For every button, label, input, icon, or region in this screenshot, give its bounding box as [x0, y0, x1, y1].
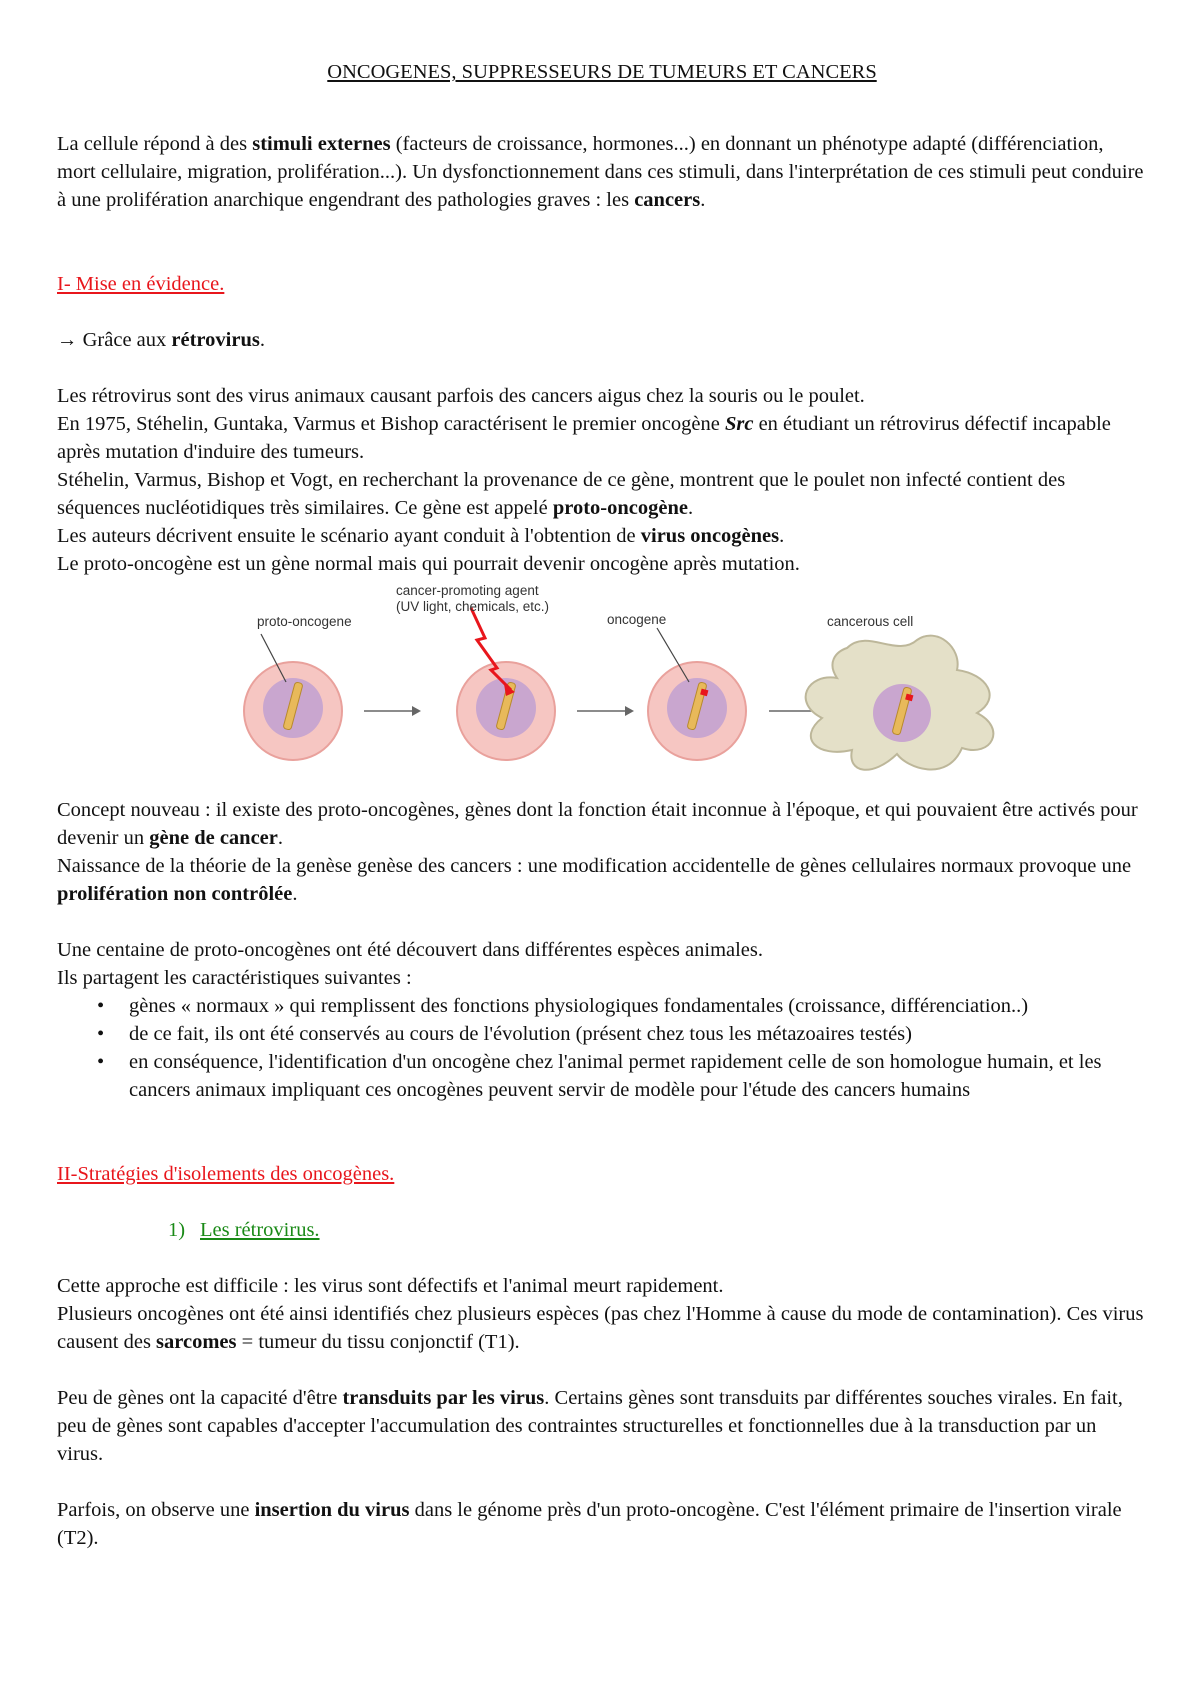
characteristics-list: [57, 992, 1147, 1104]
section-1-heading: I- Mise en évidence.: [57, 273, 225, 295]
intro-paragraph: La cellule répond à des stimuli externes (facteurs de croissance, hormones...) en donnant un phénotype adapté (différenciation, mort cellulaire, migration, prolifération...). Un dysfonctionnement dans ces stimuli, dans l'interprétation de ces stimuli peut conduire à une prolifération anarchique engendrant des pathologies graves : les cancers.: [57, 133, 1144, 211]
paragraph-normal-gene: Le proto-oncogène est un gène normal mais qui pourrait devenir oncogène après mutation.: [57, 553, 800, 575]
oncogene-cell: [648, 628, 746, 760]
paragraph-characteristics: Ils partagent les caractéristiques suivantes :: [57, 967, 412, 989]
label-agent-line-2: (UV light, chemicals, etc.): [396, 599, 550, 614]
paragraph-retrovirus: Les rétrovirus sont des virus animaux causant parfois des cancers aigus chez la souris ou le poulet.: [57, 385, 865, 407]
paragraph-src: En 1975, Stéhelin, Guntaka, Varmus et Bishop caractérisent le premier oncogène Src en étudiant un rétrovirus défectif incapable après mutation d'induire des tumeurs.: [57, 413, 1111, 463]
label-agent-line-1: cancer-promoting agent: [396, 583, 539, 598]
paragraph-insertion: Parfois, on observe une insertion du virus dans le génome près d'un proto-oncogène. C'est l'élément primaire de l'insertion virale (T2).: [57, 1499, 1122, 1549]
oncogene-diagram: [57, 578, 1147, 796]
list-item: • de ce fait, ils ont été conservés au cours de l'évolution (présent chez tous les métazoaires testés): [97, 1023, 912, 1045]
document-page: [57, 58, 1147, 1552]
label-oncogene: oncogene: [607, 612, 667, 627]
section-2-heading: II-Stratégies d'isolements des oncogènes.: [57, 1163, 395, 1185]
subsection-1-heading: 1) Les rétrovirus.: [168, 1219, 320, 1241]
arrow-line: → Grâce aux rétrovirus.: [57, 329, 265, 351]
paragraph-sarcomes: Plusieurs oncogènes ont été ainsi identifiés chez plusieurs espèces (pas chez l'Homme à cause du mode de contamination). Ces virus causent des sarcomes = tumeur du tissu conjonctif (T1).: [57, 1303, 1144, 1353]
normal-cell-1: [244, 634, 342, 760]
paragraph-concept: Concept nouveau : il existe des proto-oncogènes, gènes dont la fonction était inconnue à l'époque, et qui pouvaient être activés pour devenir un gène de cancer.: [57, 799, 1138, 849]
arrow-2-icon: [577, 706, 634, 716]
arrow-1-icon: [364, 706, 421, 716]
page-title: ONCOGENES, SUPPRESSEURS DE TUMEURS ET CANCERS: [327, 61, 877, 83]
label-cancerous-cell: cancerous cell: [827, 614, 914, 629]
paragraph-proto-oncogene: Stéhelin, Varmus, Bishop et Vogt, en recherchant la provenance de ce gène, montrent que le poulet non infecté contient des séquences nucléotidiques très similaires. Ce gène est appelé proto-oncogène.: [57, 469, 1066, 519]
label-proto-oncogene: proto-oncogene: [257, 614, 352, 629]
paragraph-virus-oncogenes: Les auteurs décrivent ensuite le scénario ayant conduit à l'obtention de virus oncogènes.: [57, 525, 785, 547]
normal-cell-2: [457, 608, 555, 760]
paragraph-transduction: Peu de gènes ont la capacité d'être transduits par les virus. Certains gènes sont transduits par différentes souches virales. En fait, peu de gènes sont capables d'accepter l'accumulation des contraintes structurelles et fonctionnelles due à la transduction par un virus.: [57, 1387, 1123, 1465]
cancerous-cell: [806, 636, 994, 770]
list-item: • en conséquence, l'identification d'un oncogène chez l'animal permet rapidement celle de son homologue humain, et les cancers animaux impliquant ces oncogènes peuvent servir de modèle pour l'étude des cancers humains: [97, 1051, 1102, 1101]
paragraph-centaine: Une centaine de proto-oncogènes ont été découvert dans différentes espèces animales.: [57, 939, 764, 961]
list-item: • gènes « normaux » qui remplissent des fonctions physiologiques fondamentales (croissance, différenciation..): [97, 995, 1029, 1017]
paragraph-theory: Naissance de la théorie de la genèse genèse des cancers : une modification accidentelle de gènes cellulaires normaux provoque une prolifération non contrôlée.: [57, 855, 1132, 905]
oncogene-diagram-art: [57, 578, 1147, 796]
paragraph-approach: Cette approche est difficile : les virus sont défectifs et l'animal meurt rapidement.: [57, 1275, 724, 1297]
